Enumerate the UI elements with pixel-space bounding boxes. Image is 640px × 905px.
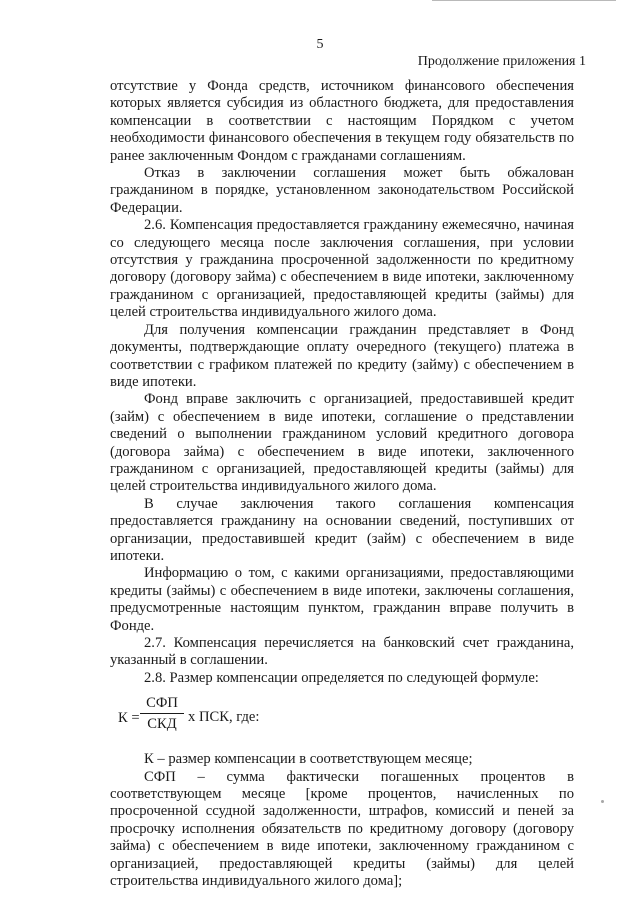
paragraph-agreement-case: В случае заключения такого соглашения компенсация предоставляется гражданину на основании сведений, поступивших от организации, предоставившей кредит (займ) с обеспечением в виде ипотеки. (110, 495, 574, 564)
paragraph-2-8-formula-intro: 2.8. Размер компенсации определяется по следующей формуле: (144, 669, 539, 686)
definition-k: К – размер компенсации в соответствующем месяце; (144, 751, 473, 768)
formula-denominator: СКД (147, 716, 177, 733)
document-body (110, 78, 574, 890)
scan-edge-line (432, 0, 616, 1)
paragraph-documents-submission: Для получения компенсации гражданин представляет в Фонд документы, подтверждающие оплату очередного (текущего) платежа в соответствии с графиком платежей по кредиту (займу) с обеспечением в виде ипотеки. (110, 321, 574, 390)
appendix-continuation-note: Продолжение приложения 1 (417, 54, 586, 69)
paragraph-organizations-info: Информацию о том, с какими организациями, предоставляющими кредиты (займы) с обеспечением в виде ипотеки, заключены соглашения, предусмотренные настоящим пунктом, гражданин вправе получить в Фонде. (110, 565, 574, 634)
paragraph-funding-shortage: отсутствие у Фонда средств, источником финансового обеспечения которых является субсидия из областного бюджета, для предоставления компенсации в соответствии с настоящим Порядком с учетом необходимости финансового обеспечения в текущем году обязательств по ранее заключенным Фондом с гражданами соглашениям. (110, 78, 574, 164)
formula-numerator: СФП (140, 695, 184, 714)
paragraph-2-7-bank-account: 2.7. Компенсация перечисляется на банковский счет гражданина, указанный в соглашении. (110, 635, 574, 669)
paragraph-fund-agreement: Фонд вправе заключить с организацией, предоставившей кредит (займ) с обеспечением в виде ипотеки, соглашение о представлении сведений о выполнении гражданином условий кредитного договора (договора займа) с обеспечением в виде ипотеки, заключенного гражданином с организацией, предоставляющей кредиты (займы) для целей строительства индивидуального жилого дома. (110, 391, 574, 495)
formula-fraction (140, 695, 184, 733)
formula-lhs: К = (118, 710, 140, 727)
compensation-formula (110, 695, 574, 743)
formula-rhs: х ПСК, где: (188, 709, 260, 726)
paragraph-refusal-appeal: Отказ в заключении соглашения может быть обжалован гражданином в порядке, установленном законодательством Российской Федерации. (110, 165, 574, 216)
paragraph-2-6-monthly-compensation: 2.6. Компенсация предоставляется гражданину ежемесячно, начиная со следующего месяца после заключения соглашения, при условии отсутствия у гражданина просроченной задолженности по кредитному договору (договору займа) с обеспечением в виде ипотеки, заключенному гражданином с организацией, предоставляющей кредиты (займы) для целей строительства индивидуального жилого дома. (110, 217, 574, 321)
definition-sfp: СФП – сумма фактически погашенных процентов в соответствующем месяце [кроме процентов, начисленных по просроченной ссудной задолженности, штрафов, комиссий и пеней за просрочку исполнения обязательств по кредитному договору (договору займа) с обеспечением в виде ипотеки, заключенному гражданином с организацией, предоставляющей кредиты (займы) для целей строительства индивидуального жилого дома]; (110, 768, 574, 890)
scan-speck (601, 800, 604, 803)
page-number: 5 (316, 37, 324, 52)
